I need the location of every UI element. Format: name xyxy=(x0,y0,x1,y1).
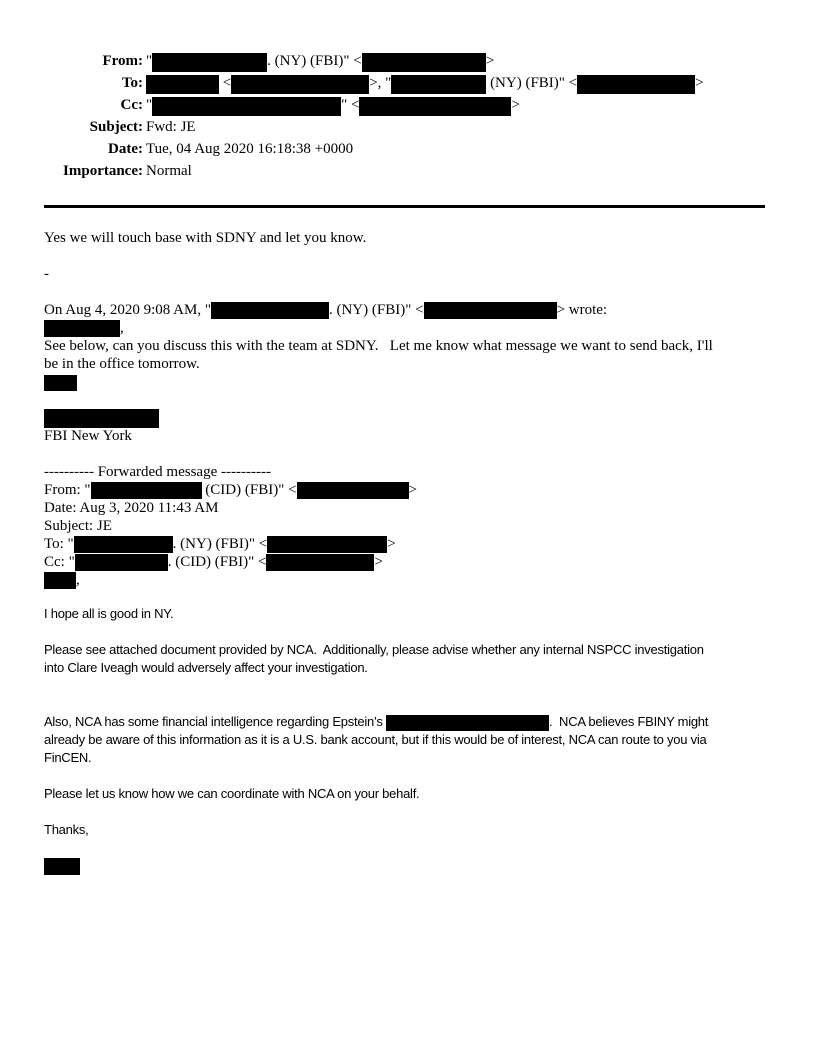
header-field-value xyxy=(146,138,704,160)
redaction-bar xyxy=(44,858,80,875)
text-run: . (NY) (FBI)" < xyxy=(328,302,424,318)
blank-line xyxy=(44,445,772,463)
text-run: already be aware of this information as it is a U.S. bank account, but if this would be of interest, NCA can route to you via xyxy=(44,732,707,747)
redaction-bar xyxy=(44,409,159,428)
text-line xyxy=(44,337,772,355)
text-run: ---------- Forwarded message ---------- xyxy=(44,464,271,480)
blank-line xyxy=(44,767,772,785)
text-run: Subject: JE xyxy=(44,518,112,534)
blank-line xyxy=(44,695,772,713)
header-field-label: Cc: xyxy=(120,97,143,113)
text-line xyxy=(44,731,772,749)
redaction-bar xyxy=(577,75,695,94)
reply-message-body xyxy=(44,229,772,589)
text-run: FBI New York xyxy=(44,428,132,444)
header-field-label: Importance: xyxy=(63,163,143,179)
text-run: " < xyxy=(341,97,360,113)
text-line xyxy=(44,713,772,731)
text-run: Normal xyxy=(146,163,192,179)
header-field-value xyxy=(146,72,704,94)
text-line xyxy=(44,499,772,517)
text-line xyxy=(44,659,772,677)
text-run: > xyxy=(387,536,396,552)
text-line xyxy=(44,373,772,391)
redaction-bar xyxy=(44,375,77,391)
blank-line xyxy=(44,391,772,409)
redaction-bar xyxy=(386,715,549,731)
blank-line xyxy=(44,247,772,265)
text-line xyxy=(44,427,772,445)
text-line xyxy=(44,463,772,481)
redaction-bar xyxy=(44,572,76,589)
header-field-value xyxy=(146,94,704,116)
header-field-row xyxy=(44,94,704,116)
text-run: > xyxy=(408,482,418,498)
header-field-label: Subject: xyxy=(89,119,143,135)
text-line xyxy=(44,229,772,247)
header-field-value xyxy=(146,116,704,138)
text-run: . (CID) (FBI)" < xyxy=(167,554,267,570)
redaction-bar xyxy=(359,97,511,116)
text-run: FinCEN. xyxy=(44,750,92,765)
redaction-bar xyxy=(297,482,409,499)
redaction-bar xyxy=(91,482,202,499)
redaction-bar xyxy=(231,75,369,94)
header-field-label: Date: xyxy=(108,141,143,157)
text-run: > wrote: xyxy=(556,302,608,318)
text-run: Fwd: JE xyxy=(146,119,196,135)
header-field-value xyxy=(146,50,704,72)
text-run: Tue, 04 Aug 2020 16:18:38 +0000 xyxy=(146,141,354,157)
header-field-value xyxy=(146,160,704,182)
text-run: . NCA believes FBINY might xyxy=(548,714,709,729)
text-run: " xyxy=(146,53,153,69)
text-run: , xyxy=(76,572,80,588)
text-run: I hope all is good in NY. xyxy=(44,606,174,621)
header-field-row xyxy=(44,138,704,160)
email-header-rows xyxy=(44,50,704,182)
redaction-bar xyxy=(146,75,219,94)
text-line xyxy=(44,517,772,535)
redaction-bar xyxy=(44,320,120,337)
blank-line xyxy=(44,623,772,641)
text-line xyxy=(44,355,772,373)
text-run: , xyxy=(120,320,124,336)
text-line xyxy=(44,301,772,319)
text-run: > xyxy=(511,97,520,113)
text-line xyxy=(44,857,772,875)
text-run: (NY) (FBI)" < xyxy=(486,75,578,91)
text-line xyxy=(44,553,772,571)
text-line xyxy=(44,821,772,839)
text-line xyxy=(44,641,772,659)
blank-line xyxy=(44,803,772,821)
text-run: > xyxy=(374,554,383,570)
text-run: Date: Aug 3, 2020 11:43 AM xyxy=(44,500,219,516)
header-field-row xyxy=(44,160,704,182)
header-field-label: From: xyxy=(102,53,143,69)
redaction-bar xyxy=(74,536,173,553)
redaction-bar xyxy=(424,302,557,319)
text-line xyxy=(44,605,772,623)
text-line xyxy=(44,409,772,427)
text-line xyxy=(44,571,772,589)
blank-line xyxy=(44,677,772,695)
redaction-bar xyxy=(152,97,341,116)
text-run: To: " xyxy=(44,536,74,552)
redaction-bar xyxy=(211,302,329,319)
text-run: Thanks, xyxy=(44,822,89,837)
header-divider xyxy=(44,205,765,208)
text-run: " xyxy=(146,97,153,113)
text-line xyxy=(44,319,772,337)
header-field-label: To: xyxy=(121,75,143,91)
text-run: Please see attached document provided by NCA. Additionally, please advise whether any internal NSPCC investigation xyxy=(44,642,704,657)
text-run: > xyxy=(695,75,704,91)
blank-line xyxy=(44,283,772,301)
header-field-row xyxy=(44,72,704,94)
text-run: (CID) (FBI)" < xyxy=(201,482,297,498)
text-line xyxy=(44,785,772,803)
header-field-row xyxy=(44,116,704,138)
text-run: Also, NCA has some financial intelligence regarding Epstein’s xyxy=(44,714,386,729)
text-run: . (NY) (FBI)" < xyxy=(172,536,268,552)
redaction-bar xyxy=(152,53,267,72)
text-run: Cc: " xyxy=(44,554,75,570)
redaction-bar xyxy=(75,554,168,571)
text-run: > xyxy=(485,53,495,69)
header-field-row xyxy=(44,50,704,72)
text-line xyxy=(44,481,772,499)
blank-line xyxy=(44,839,772,857)
redaction-bar xyxy=(267,536,387,553)
text-run: See below, can you discuss this with the team at SDNY. Let me know what message we want to send back, I'll xyxy=(44,338,713,354)
text-run: be in the office tomorrow. xyxy=(44,356,200,372)
text-run: From: " xyxy=(44,482,91,498)
text-line xyxy=(44,535,772,553)
redaction-bar xyxy=(266,554,374,571)
text-run: < xyxy=(219,75,232,91)
text-run: . (NY) (FBI)" < xyxy=(267,53,362,69)
redaction-bar xyxy=(362,53,486,72)
text-run: into Clare Iveagh would adversely affect your investigation. xyxy=(44,660,368,675)
redaction-bar xyxy=(391,75,486,94)
text-line xyxy=(44,749,772,767)
forwarded-message-body xyxy=(44,605,772,875)
text-run: Yes we will touch base with SDNY and let you know. xyxy=(44,230,367,246)
text-line xyxy=(44,265,772,283)
email-header xyxy=(44,50,704,182)
text-run: - xyxy=(44,266,49,282)
text-run: >, " xyxy=(369,75,392,91)
text-run: On Aug 4, 2020 9:08 AM, " xyxy=(44,302,211,318)
text-run: Please let us know how we can coordinate with NCA on your behalf. xyxy=(44,786,420,801)
